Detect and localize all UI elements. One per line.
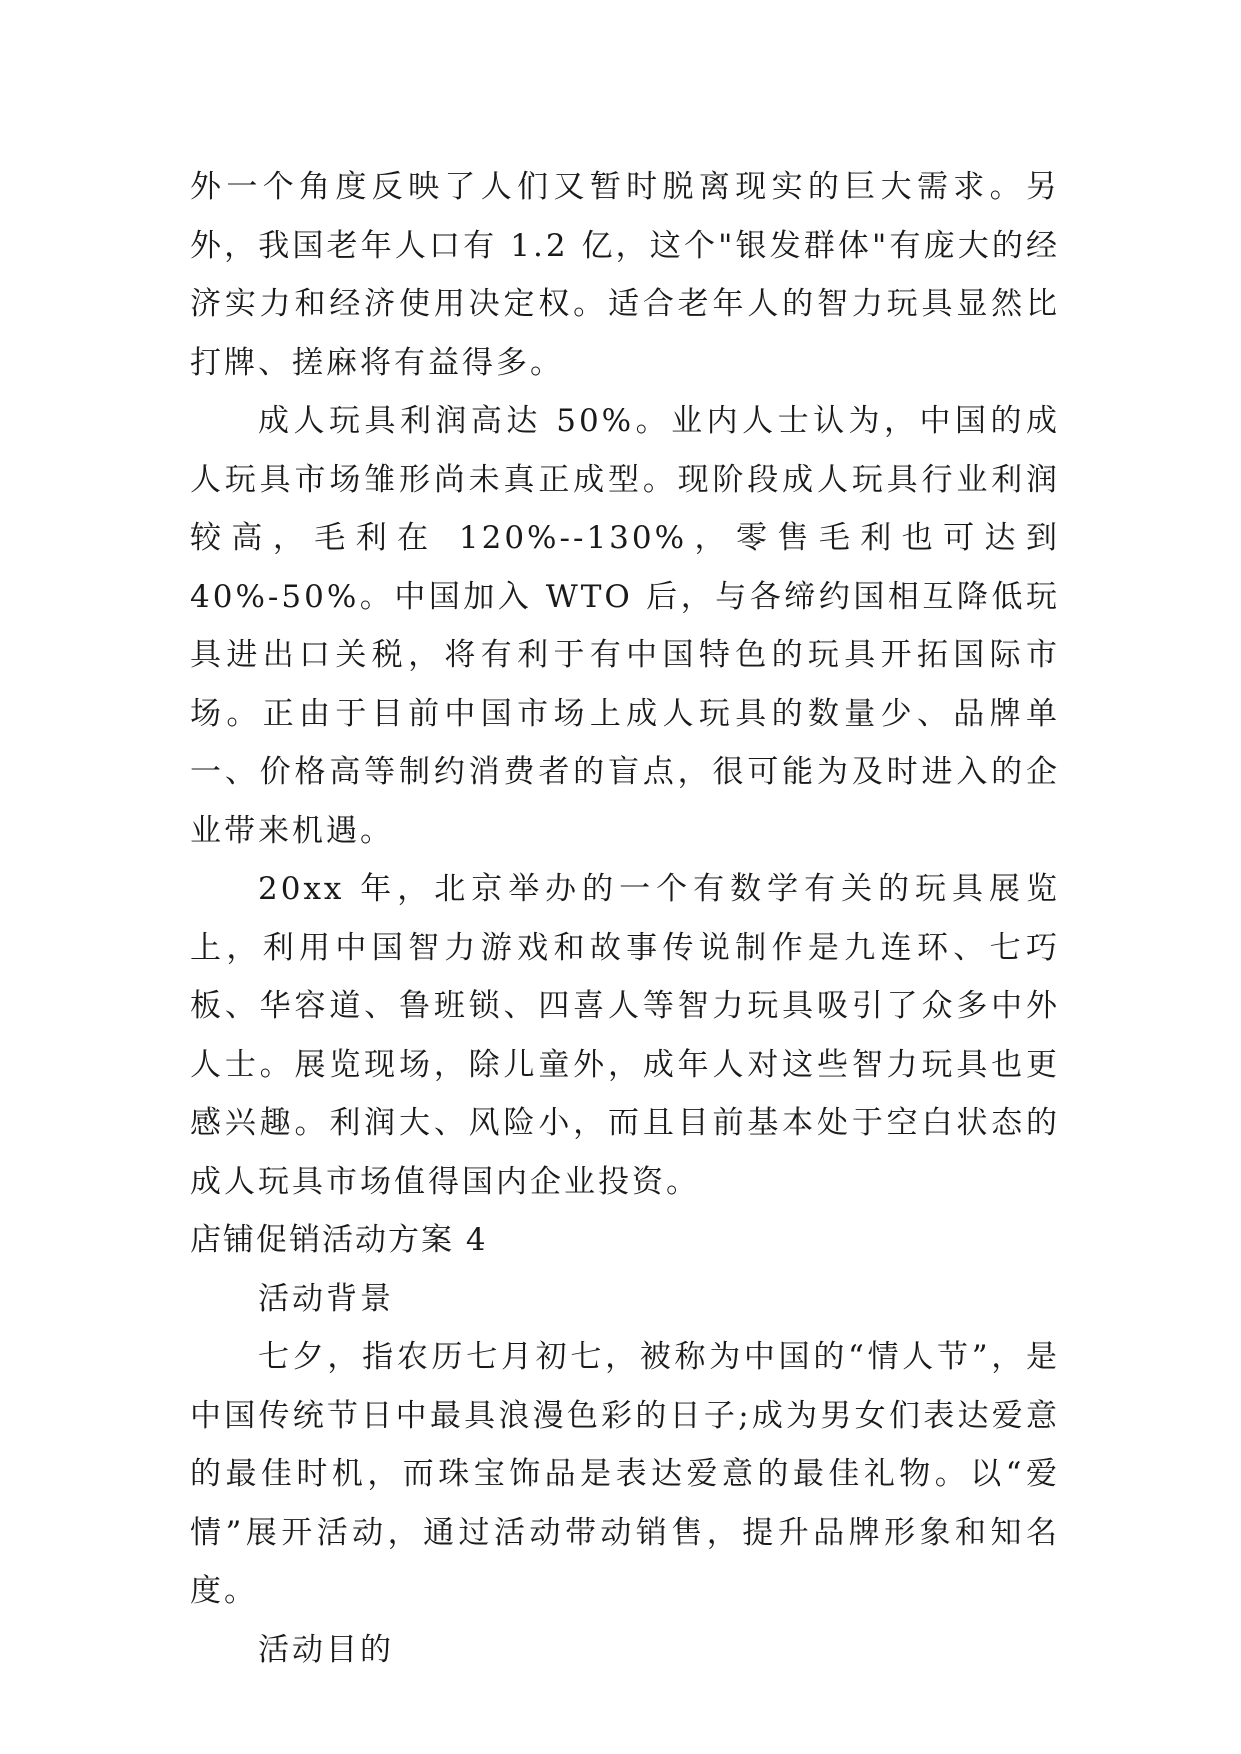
section-title: 店铺促销活动方案 4 [190, 1222, 488, 1258]
paragraph-beijing-exhibition: 20xx 年，北京举办的一个有数学有关的玩具展览上，利用中国智力游戏和故事传说制作是九连环、七巧板、华容道、鲁班锁、四喜人等智力玩具吸引了众多中外人士。展览现场，除儿童外，成年人对这些智力玩具也更感兴趣。利润大、风险小，而且目前基本处于空白状态的成人玩具市场值得国内企业投资。 [190, 871, 1060, 1200]
paragraph-adult-toy-profit: 成人玩具利润高达 50%。业内人士认为，中国的成人玩具市场雏形尚未真正成型。现阶段成人玩具行业利润较高，毛利在 120%--130%，零售毛利也可达到 40%-50%。中国加入 WTO 后，与各缔约国相互降低玩具进出口关税，将有利于有中国特色的玩具开拓国际市场。正由于目前中国市场上成人玩具的数量少、品牌单一、价格高等制约消费者的盲点，很可能为及时进入的企业带来机遇。 [190, 403, 1060, 849]
background-heading: 活动背景 [258, 1280, 394, 1317]
paragraph-elderly-market: 外一个角度反映了人们又暂时脱离现实的巨大需求。另外，我国老年人口有 1.2 亿，这个"银发群体"有庞大的经济实力和经济使用决定权。适合老年人的智力玩具显然比打牌、搓麻将有益得多。 [190, 169, 1060, 381]
paragraph-activity-background: 七夕，指农历七月初七，被称为中国的“情人节”，是中国传统节日中最具浪漫色彩的日子;成为男女们表达爱意的最佳时机，而珠宝饰品是表达爱意的最佳礼物。以“爱情”展开活动，通过活动带动销售，提升品牌形象和知名度。 [190, 1339, 1060, 1609]
purpose-heading: 活动目的 [258, 1631, 394, 1668]
document-body [190, 158, 1060, 1679]
